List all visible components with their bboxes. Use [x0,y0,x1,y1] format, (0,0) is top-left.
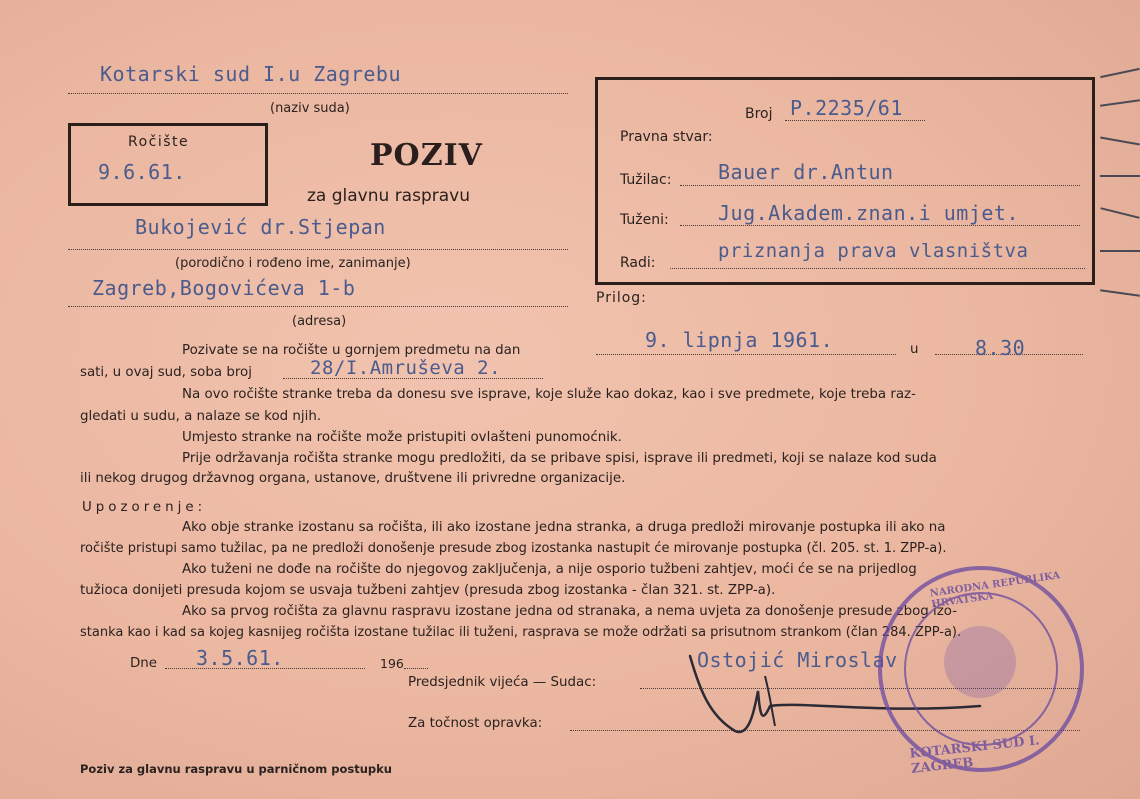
case-number: P.2235/61 [790,96,903,120]
defendant-value: Jug.Akadem.znan.i umjet. [718,201,1019,225]
edge-mark [1100,250,1140,252]
attachment-label: Prilog: [596,290,647,306]
coat-of-arms-icon [944,626,1016,698]
recipient-address: Zagreb,Bogovićeva 1-b [92,276,356,300]
hearing-date: 9.6.61. [98,160,186,184]
hearing-label: Ročište [128,134,190,150]
form-title: Poziv za glavnu raspravu u parničnom postupku [80,762,392,776]
year-prefix: 196 [380,656,404,671]
stamp-text-top: NARODNA REPUBLIKA HRVATSKA [929,570,1061,611]
summons-line1: Pozivate se na ročište u gornjem predmetu na dan [182,343,521,358]
document-title: POZIV [370,138,483,173]
defendant-line [680,225,1080,226]
warning-paragraph: stanka kao i kad sa kojeg kasnijeg ročišta izostane tužilac ili tuženi, rasprava se može održati sa prisutnom strankom (član 284. ZPP-a). [80,625,962,640]
edge-mark [1100,137,1140,146]
recipient-name: Bukojević dr.Stjepan [135,215,386,239]
document-subtitle: za glavnu raspravu [307,186,470,206]
presiding-judge-label: Predsjednik vijeća — Sudac: [408,675,597,690]
subject-label: Radi: [620,255,656,271]
room-number: 28/I.Amruševa 2. [310,357,502,379]
edge-mark [1100,175,1140,177]
instruction-paragraph: Na ovo ročište stranke treba da donesu sve isprave, koje služe kao dokaz, kao i sve predmete, koje treba raz- [182,387,916,402]
stamp-text-bottom: KOTARSKI SUD I. ZAGREB [908,733,1041,777]
date-line [596,354,896,355]
summons-line2: sati, u ovaj sud, soba broj [80,365,252,380]
edge-mark [1100,289,1140,297]
presiding-judge-name: Ostojić Miroslav [697,648,898,672]
warning-paragraph: Ako sa prvog ročišta za glavnu raspravu izostane jedna od stranaka, a nema uvjeta za donošenje presude zbog izo- [182,604,958,619]
court-name-line [68,93,568,94]
defendant-label: Tuženi: [620,212,669,228]
warning-paragraph: Ako obje stranke izostanu sa ročišta, ili ako izostane jedna stranka, a druga predloži mirovanje postupka ili ako na [182,520,946,535]
hearing-time: 8.30 [975,336,1026,360]
court-name: Kotarski sud I.u Zagrebu [100,62,401,86]
edge-mark [1100,99,1140,107]
date-label: Dne [130,656,158,671]
subject-line [670,268,1085,269]
plaintiff-line [680,185,1080,186]
instruction-paragraph: ili nekog drugog državnog organa, ustanove, društvene ili privredne organizacije. [80,471,626,486]
warning-paragraph: ročište pristupi samo tužilac, pa ne predloži donošenje presude zbog izostanka nastupit će mirovanje postupka (čl. 205. st. 1. ZPP-a). [80,541,947,556]
case-number-line [785,120,925,121]
recipient-address-line [68,306,568,307]
legal-matter-label: Pravna stvar: [620,129,713,145]
recipient-name-line [68,249,568,250]
edge-mark [1100,207,1139,219]
subject-value: priznanja prava vlasništva [718,240,1029,262]
warning-paragraph: tužioca donijeti presuda kojom se usvaja tužbeni zahtjev (presuda zbog izostanka - član 321. st. ZPP-a). [80,583,776,598]
court-stamp [878,566,1084,777]
recipient-name-caption: (porodično i rođeno ime, zanimanje) [175,256,411,271]
instruction-paragraph: gledati u sudu, a nalaze se kod njih. [80,409,322,424]
issue-date: 3.5.61. [196,646,284,670]
warning-heading: Upozorenje: [82,500,207,515]
instruction-paragraph: Prije održavanja ročišta stranke mogu predložiti, da se pribave spisi, isprave ili predmeti, koji se nalaze kod suda [182,451,937,466]
instruction-paragraph: Umjesto stranke na ročište može pristupiti ovlašteni punomoćnik. [182,430,622,445]
accuracy-label: Za točnost opravka: [408,716,543,731]
recipient-address-caption: (adresa) [292,314,347,329]
hearing-full-date: 9. lipnja 1961. [645,328,834,352]
edge-mark [1100,68,1140,78]
issue-date-line [165,668,365,669]
at-label: u [910,342,919,357]
plaintiff-label: Tužilac: [620,172,672,188]
plaintiff-value: Bauer dr.Antun [718,160,894,184]
warning-paragraph: Ako tuženi ne dođe na ročište do njegovog zaključenja, a nije osporio tužbeni zahtjev, moći će se na prijedlog [182,562,917,577]
court-name-caption: (naziv suda) [270,101,350,116]
case-number-label: Broj [745,106,773,122]
year-line [404,668,428,669]
